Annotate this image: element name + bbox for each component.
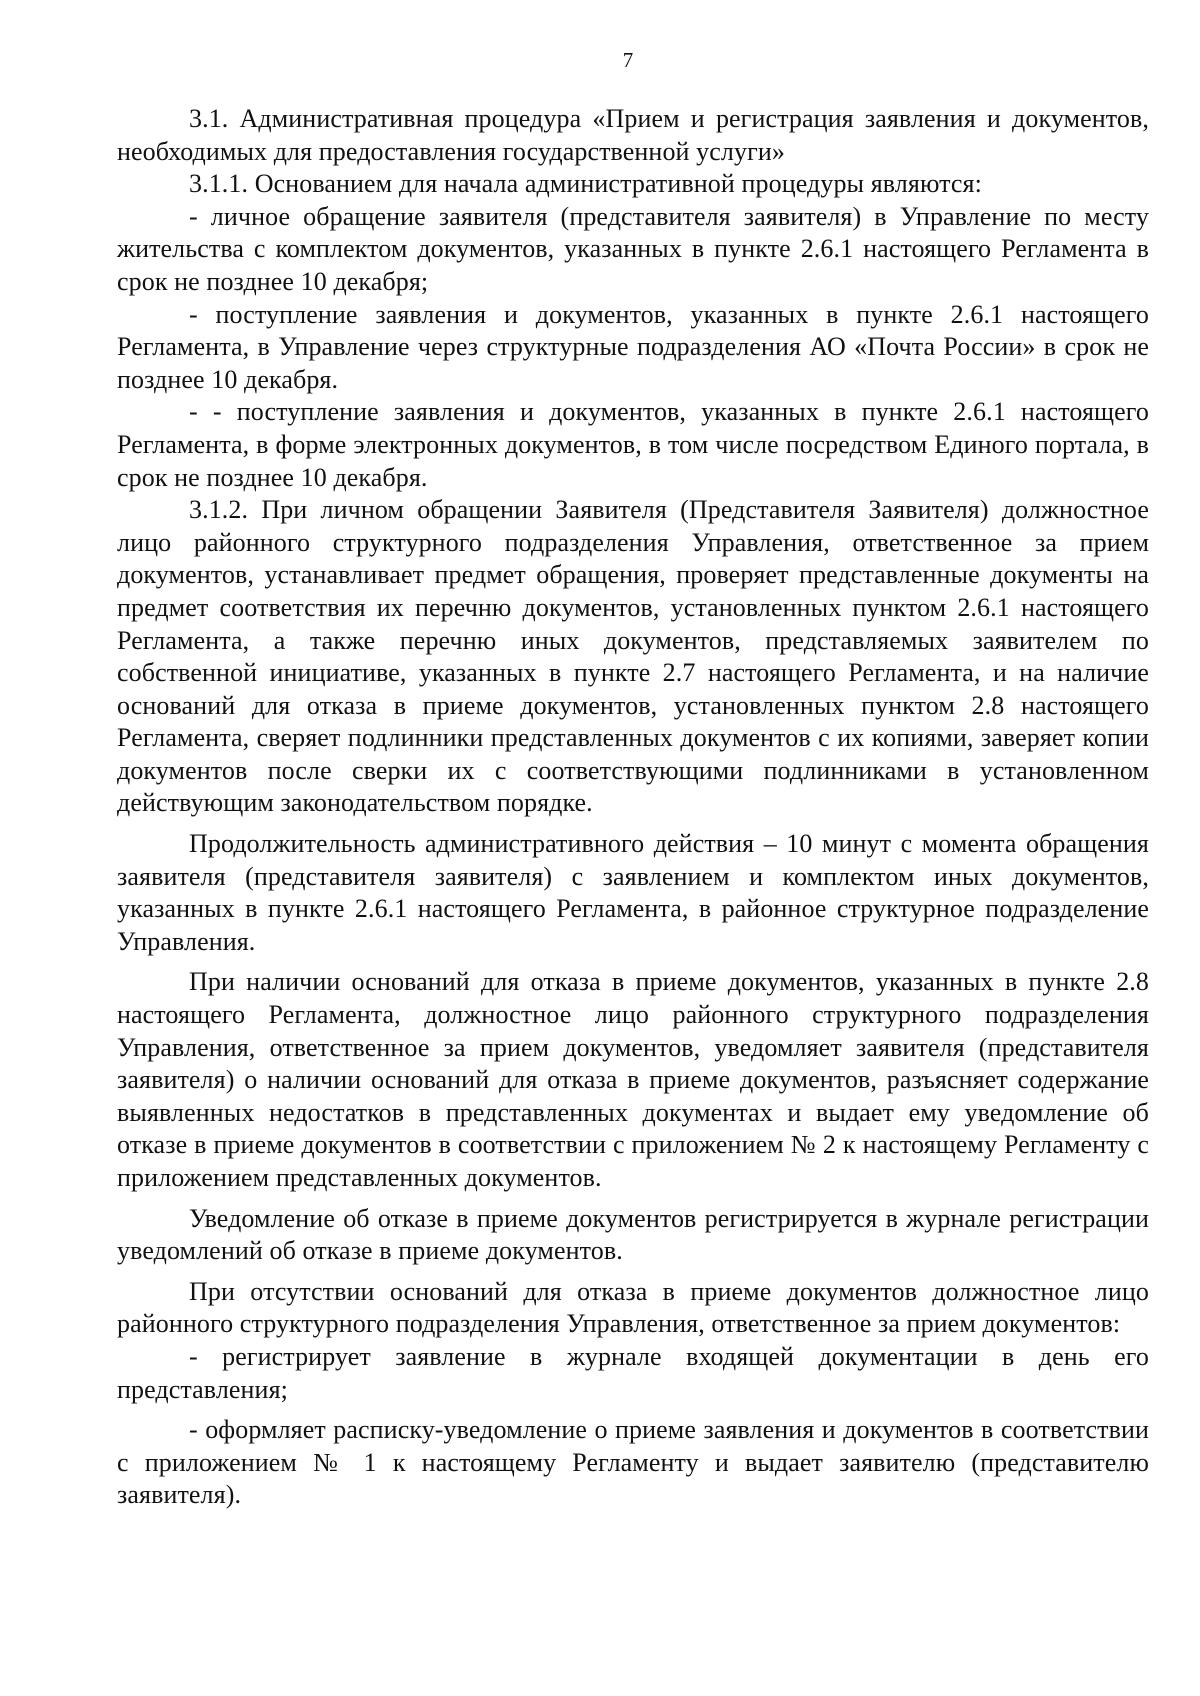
paragraph-personal-appeal: - личное обращение заявителя (представителя заявителя) в Управление по месту жительства с комплектом документов, указанных в пункте 2.6.1 настоящего Регламента в срок не позднее 10 декабря; — [117, 201, 1149, 296]
page-number: 7 — [622, 48, 634, 72]
paragraph-register-application: - регистрирует заявление в журнале входящей документации в день его представления; — [117, 1341, 1149, 1404]
paragraph-refusal-grounds: При наличии оснований для отказа в приеме документов, указанных в пункте 2.8 настоящего Регламента, должностное лицо районного структурного подразделения Управления, ответственное за прием документов, уведомляет заявителя (представителя заявителя) о наличии оснований для отказа в приеме документов, разъясняет содержание выявленных недостатков в представленных документах и выдает ему уведомление об отказе в приеме документов в соответствии с приложением № 2 к настоящему Регламенту с приложением представленных документов. — [117, 967, 1149, 1192]
paragraph-3-1-2: 3.1.2. При личном обращении Заявителя (Представителя Заявителя) должностное лицо районного структурного подразделения Управления, ответственное за прием документов, устанавливает предмет обращения, проверяет представленные документы на предмет соответствия их перечню документов, установленных пунктом 2.6.1 настоящего Регламента, а также перечню иных документов, представляемых заявителем по собственной инициативе, указанных в пункте 2.7 настоящего Регламента, и на наличие оснований для отказа в приеме документов, установленных пунктом 2.8 настоящего Регламента, сверяет подлинники представленных документов с их копиями, заверяет копии документов после сверки их с соответствующими подлинниками в установленном действующим законодательством порядке. — [117, 495, 1149, 818]
paragraph-3-1-heading: 3.1. Административная процедура «Прием и регистрация заявления и документов, необходимых для предоставления государственной услуги» — [117, 104, 1149, 166]
paragraph-3-1-1: 3.1.1. Основанием для начала административной процедуры являются: — [189, 169, 982, 199]
paragraph-refusal-registration: Уведомление об отказе в приеме документов регистрируется в журнале регистрации уведомлений об отказе в приеме документов. — [117, 1203, 1149, 1266]
paragraph-postal-submission: - поступление заявления и документов, указанных в пункте 2.6.1 настоящего Регламента, в Управление через структурные подразделения АО «Почта России» в срок не позднее 10 декабря. — [117, 299, 1149, 394]
paragraph-duration: Продолжительность административного действия – 10 минут с момента обращения заявителя (представителя заявителя) с заявлением и комплектом иных документов, указанных в пункте 2.6.1 настоящего Регламента, в районное структурное подразделение Управления. — [117, 829, 1149, 956]
paragraph-issue-receipt: - оформляет расписку-уведомление о приеме заявления и документов в соответствии с приложением № 1 к настоящему Регламенту и выдает заявителю (представителю заявителя). — [117, 1415, 1149, 1510]
paragraph-electronic-submission: - - поступление заявления и документов, указанных в пункте 2.6.1 настоящего Регламента, в форме электронных документов, в том числе посредством Единого портала, в срок не позднее 10 декабря. — [117, 397, 1149, 492]
document-body — [117, 103, 1149, 1512]
paragraph-no-refusal-grounds: При отсутствии оснований для отказа в приеме документов должностное лицо районного структурного подразделения Управления, ответственное за прием документов: — [117, 1276, 1149, 1339]
